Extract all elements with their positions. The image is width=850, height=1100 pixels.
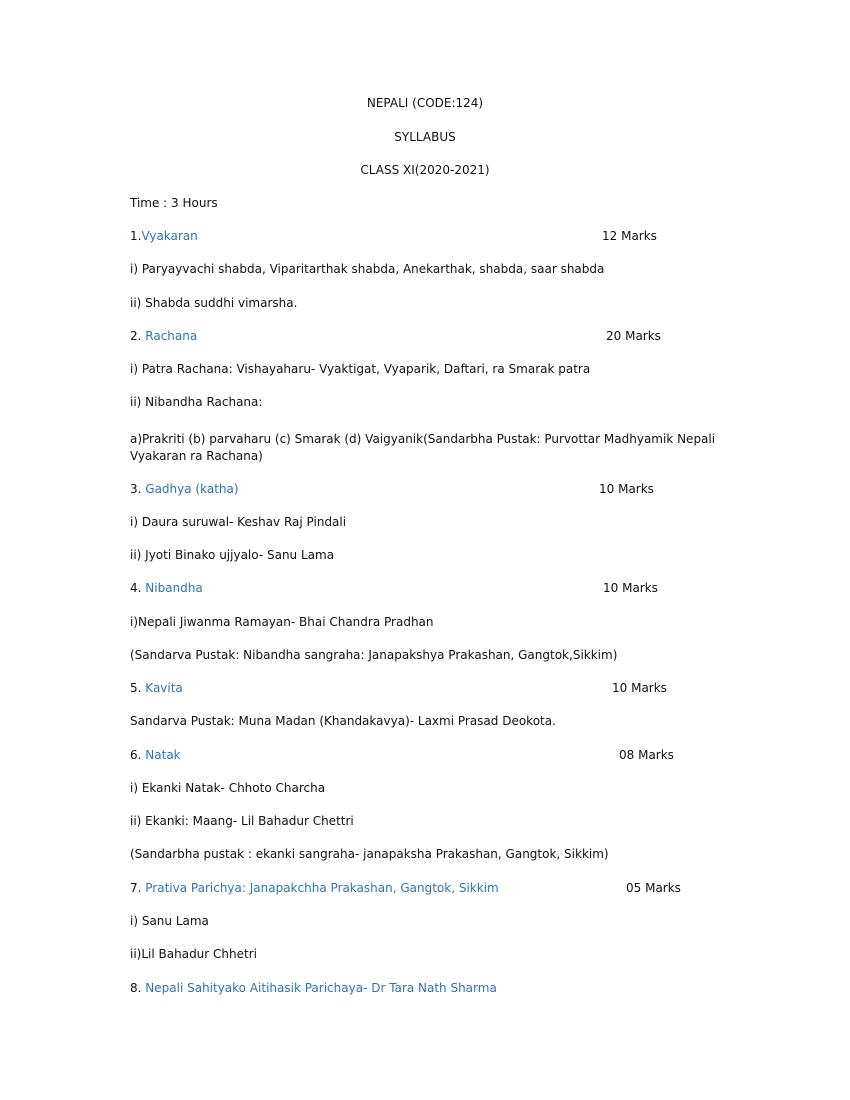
section-3-item-1: i) Daura suruwal- Keshav Raj Pindali: [130, 515, 347, 529]
section-heading-5: [130, 681, 183, 695]
section-heading-6: [130, 748, 181, 762]
section-2-item-1: i) Patra Rachana: Vishayaharu- Vyaktigat, Vyaparik, Daftari, ra Smarak patra: [130, 362, 591, 376]
section-number: 1.: [130, 229, 142, 243]
section-title: Nepali Sahityako Aitihasik Parichaya- Dr Tara Nath Sharma: [145, 981, 497, 995]
section-number: 8.: [130, 981, 142, 995]
section-number: 5.: [130, 681, 142, 695]
section-marks-1: 12 Marks: [602, 229, 657, 243]
section-title: Rachana: [145, 329, 198, 343]
section-heading-1: [130, 229, 198, 243]
section-number: 4.: [130, 581, 142, 595]
section-marks-7: 05 Marks: [626, 881, 681, 895]
section-marks-3: 10 Marks: [599, 482, 654, 496]
section-7-item-2: ii)Lil Bahadur Chhetri: [130, 947, 257, 961]
section-2-item-3: a)Prakriti (b) parvaharu (c) Smarak (d) Vaigyanik(Sandarbha Pustak: Purvottar Madhyamik Nepali Vyakaran ra Rachana): [130, 432, 716, 463]
section-6-item-3: (Sandarbha pustak : ekanki sangraha- janapaksha Prakashan, Gangtok, Sikkim): [130, 847, 609, 861]
section-4-item-2: (Sandarva Pustak: Nibandha sangraha: Janapakshya Prakashan, Gangtok,Sikkim): [130, 648, 618, 662]
section-number: 7.: [130, 881, 142, 895]
section-6-item-2: ii) Ekanki: Maang- Lil Bahadur Chettri: [130, 814, 354, 828]
section-heading-7: [130, 881, 499, 895]
section-3-item-2: ii) Jyoti Binako ujjyalo- Sanu Lama: [130, 548, 335, 562]
section-number: 2.: [130, 329, 142, 343]
section-number: 3.: [130, 482, 142, 496]
section-heading-4: [130, 581, 203, 595]
section-title: Nibandha: [145, 581, 203, 595]
section-number: 6.: [130, 748, 142, 762]
section-7-item-1: i) Sanu Lama: [130, 914, 209, 928]
exam-time: Time : 3 Hours: [130, 196, 218, 210]
section-1-item-1: i) Paryayvachi shabda, Viparitarthak shabda, Anekarthak, shabda, saar shabda: [130, 262, 605, 276]
section-marks-6: 08 Marks: [619, 748, 674, 762]
section-title: Natak: [145, 748, 181, 762]
section-heading-8: [130, 981, 497, 995]
section-title: Vyakaran: [141, 229, 198, 243]
section-5-item-1: Sandarva Pustak: Muna Madan (Khandakavya)- Laxmi Prasad Deokota.: [130, 714, 556, 728]
section-4-item-1: i)Nepali Jiwanma Ramayan- Bhai Chandra Pradhan: [130, 615, 434, 629]
section-title: Prativa Parichya: Janapakchha Prakashan, Gangtok, Sikkim: [145, 881, 499, 895]
section-title: Kavita: [145, 681, 183, 695]
section-heading-2: [130, 329, 197, 343]
document-class-heading: CLASS XI(2020-2021): [360, 163, 490, 177]
section-heading-3: [130, 482, 239, 496]
section-6-item-1: i) Ekanki Natak- Chhoto Charcha: [130, 781, 326, 795]
section-marks-5: 10 Marks: [612, 681, 667, 695]
document-subject-title: NEPALI (CODE:124): [366, 96, 484, 110]
section-1-item-2: ii) Shabda suddhi vimarsha.: [130, 296, 298, 310]
document-syllabus-heading: SYLLABUS: [394, 130, 456, 144]
section-marks-4: 10 Marks: [603, 581, 658, 595]
section-2-item-2: ii) Nibandha Rachana:: [130, 395, 263, 409]
section-title: Gadhya (katha): [145, 482, 239, 496]
section-marks-2: 20 Marks: [606, 329, 661, 343]
